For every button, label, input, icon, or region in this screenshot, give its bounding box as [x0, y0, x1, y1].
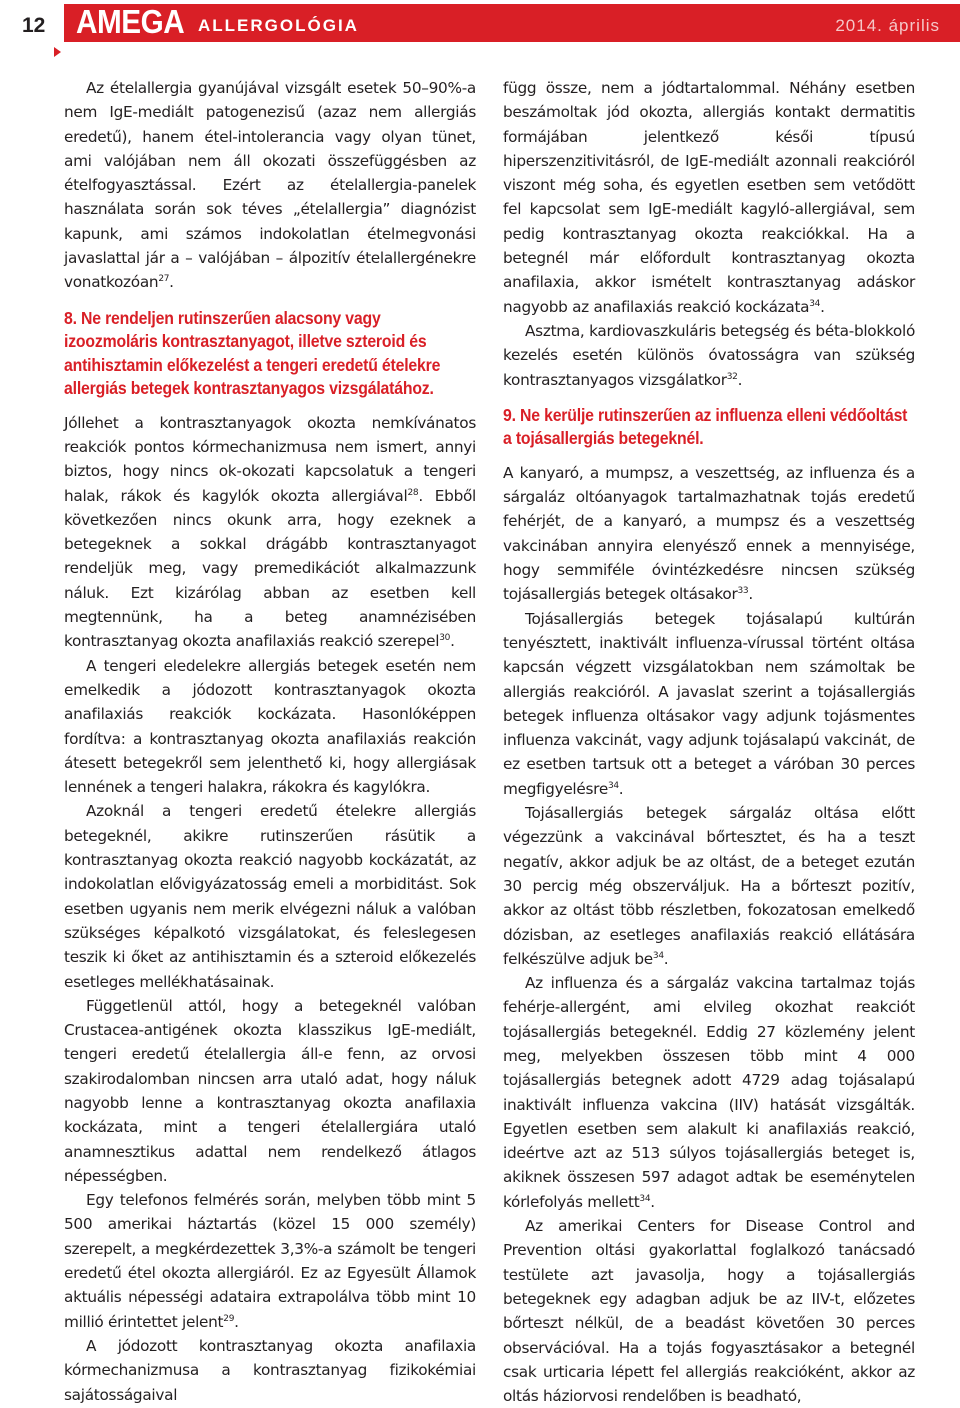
- page-header: [0, 0, 960, 58]
- paragraph: Jóllehet a kontrasztanyagok okozta nemkívánatos reakciók pontos kórmechanizmusa nem ismert, annyi biztos, hogy nincs ok-okozati kapcsolatuk a tengeri halak, rákok és kagylók okozta allergiával$^{28}$. Ebből következően nincs okunk arra, hogy ezeknek a betegeknek a sokkal drágább kontrasztanyagot rendeljük meg, vagy premedikációt alkalmazzunk náluk. Ezt kizárólag abban az esetben kell megtennünk, ha a beteg anamnézisében kontrasztanyag okozta anafilaxiás reakció szerepel$^{30}$.: [64, 413, 476, 651]
- paragraph: Az amerikai Centers for Disease Control and Prevention oltási gyakorlattal foglalkozó tanácsadó testülete azt javasolja, hogy a tojásallergiás betegeknek egy adagban adjuk be az IIV-t, előzetes bőrteszt nélkül, de a beadást követően 30 perces observációval. Ha a tojás fogyasztásakor a betegnél csak urticaria lépett fel allergiás reakcióként, akkor az oltás háziorvosi rendelőben is beadható,: [503, 1217, 915, 1406]
- reference: 30: [439, 633, 451, 644]
- issue-date: 2014. április: [835, 16, 940, 35]
- reference: 27: [158, 274, 170, 285]
- section-title: ALLERGOLÓGIA: [198, 16, 359, 35]
- paragraph: Tojásallergiás betegek sárgaláz oltása előtt végezzünk a vakcinával bőrtesztet, és ha a teszt negatív, akkor adjuk be az oltást, de a beteget ezután 30 percig még obszerváljuk. Ha a bőrteszt pozitív, akkor az oltást több részletben, fokozatosan emelkedő dózisban, az esetleges anafilaxiás reakció ellátására felkészülve adjuk $be^{34}$.: [503, 804, 915, 968]
- paragraph: Tojásallergiás betegek tojásalapú kultúrán tenyésztett, inaktivált influenza-vírussal történt oltása kapcsán végzett vizsgálatokban nem számoltak be allergiás reakcióról. A javaslat szerint a tojásallergiás betegek influenza oltásakor vagy adjunk tojásmentes influenza vakcinát, vagy adjunk tojásalapú vakcinát, de ez esetben tartsuk ott a beteget a váróban 30 perces megfigyelésre$^{34}$.: [503, 609, 915, 798]
- reference: 34: [607, 780, 619, 791]
- reference: 34: [639, 1193, 651, 1204]
- paragraph: Egy telefonos felmérés során, melyben több mint 5 500 amerikai háztartás (közel 15 000 személy) szerepelt, a megkérdezettek 3,3%-a számolt be tengeri eredetű étel okozta allergiáról. Ez az Egyesült Államok aktuális népességi adataira extrapolálva több mint 10 millió érintettet jelent$^{29}$.: [64, 1191, 476, 1331]
- reference: 29: [223, 1313, 235, 1324]
- left-column: [64, 76, 476, 1407]
- paragraph: Asztma, kardiovaszkuláris betegség és béta-blokkoló kezelés esetén különös óvatosságra van szükség kontrasztanyagos vizsgálatkor$^{32}$.: [503, 321, 915, 389]
- reference: 32: [726, 371, 738, 382]
- paragraph: Az influenza és a sárgaláz vakcina tartalmaz tojás fehérje-allergént, ami elvileg okozhat reakciót tojásallergiás betegeknél. Eddig 27 közlemény jelent meg, melyekben összesen több mint 4 000 tojásallergiás betegnek adott 4729 adag tojásalapú inaktivált influenza vakcina (IIV) hatását vizsgálták. Egyetlen esetben sem alakult ki anafilaxiás reakció, ideértve azt az 513 súlyos tojásallergiás beteget is, akiknek összesen 597 adagot adtak be eseménytelen kórlefolyás mellett$^{34}$.: [503, 974, 915, 1211]
- brand-bar: [64, 4, 960, 42]
- paragraph: függ össze, nem a jódtartalommal. Néhány esetben beszámoltak jód okozta, allergiás kontakt dermatitis formájában jelentkező késői típusú hiperszenzitivitásról, de IgE-mediált azonnali reakcióról viszont még soha, és egyetlen esetben sem vetődött fel kapcsolat sem IgE-mediált kagyló-allergiával, sem pedig kontrasztanyag okozta reakciókkal. Ha a betegnél már előfordult kontrasztanyag okozta anafilaxia, akkor ismételt kontrasztanyag adáskor nagyobb az anafilaxiás reakció kockázata$^{34}$.: [503, 79, 915, 316]
- paragraph: Azoknál a tengeri eredetű ételekre allergiás betegeknél, akikre rutinszerűen rásütik a kontrasztanyag okozta reakció nagyobb kockázatát, az indokolatlan elővigyázatosság emeli a morbiditást. Sok esetben ugyanis nem merik elvégezni náluk a valóban szükséges képalkotó vizsgálatokat, és feleslegesen teszik ki őket az antihisztamin és a szteroid előkezelés esetleges mellékhatásainak.: [64, 802, 476, 991]
- paragraph: A jódozott kontrasztanyag okozta anafilaxia kórmechanizmusa a kontrasztanyag fizikokémiai sajátosságaival: [64, 1336, 476, 1404]
- heading-9: 9. Ne kerülje rutinszerűen az influenza elleni védőoltást a tojásallergiás betegeknél.: [503, 404, 908, 449]
- paragraph: Függetlenül attól, hogy a betegeknél valóban Crustacea-antigének okozta klasszikus IgE-mediált, tengeri eredetű ételallergia áll-e fenn, az orvosi szakirodalomban nincsen arra utaló adat, hogy náluk nagyobb lenne a kontrasztanyag okozta anafilaxia kockázata, mint a tengeri ételallergiára utaló anamnesztikus adattal nem rendelkező átlagos népességben.: [64, 996, 476, 1185]
- reference: 33: [737, 586, 749, 597]
- arrow-marker-icon: [54, 47, 61, 57]
- brand-logo: AMEGA: [76, 3, 185, 40]
- paragraph: A kanyaró, a mumpsz, a veszettség, az influenza és a sárgaláz oltóanyagok tartalmazhatnak tojás eredetű fehérjét, de a kanyaró, a mumpsz és a veszettség vakcinában annyira elenyésző ennek a mennyisége, hogy semmiféle óvintézkedésre nincsen szükség tojásallergiás betegek oltásakor$^{33}$.: [503, 463, 915, 604]
- reference: 34: [809, 298, 821, 309]
- reference: 34: [652, 950, 664, 961]
- paragraph: A tengeri eledelekre allergiás betegek esetén nem emelkedik a jódozott kontrasztanyagok okozta anafilaxiás reakciók kockázata. Hasonlóképpen fordítva: a kontrasztanyag okozta anafilaxiás reakción átesett betegekről sem jelenthető ki, hogy allergiásak lennének a tengeri halakra, rákokra és kagylókra.: [64, 656, 476, 797]
- paragraph: Az ételallergia gyanújával vizsgált esetek 50–90%-a nem IgE-mediált patogenezisű (azaz nem allergiás eredetű), hanem étel-intolerancia vagy olyan tünet, ami valójában nem áll okozati összefüggésben az ételfogyasztással. Ezért az ételallergia-panelek használata során sok téves „ételallergia” diagnózist kapunk, ami számos indokolatlan ételmegvonási javaslattal jár a – valójában – álpozitív ételallergénekre vonatkozóan$^{27}$.: [64, 79, 476, 292]
- reference: 28: [407, 487, 419, 498]
- page-number: 12: [22, 14, 46, 37]
- heading-8: 8. Ne rendeljen rutinszerűen alacsony vagy izoozmoláris kontrasztanyagot, illetve szteroid és antihisztamin előkezelést a tengeri eredetű ételekre allergiás betegek kontrasztanyagos vizsgálatához.: [64, 307, 441, 399]
- right-column: [503, 76, 915, 1408]
